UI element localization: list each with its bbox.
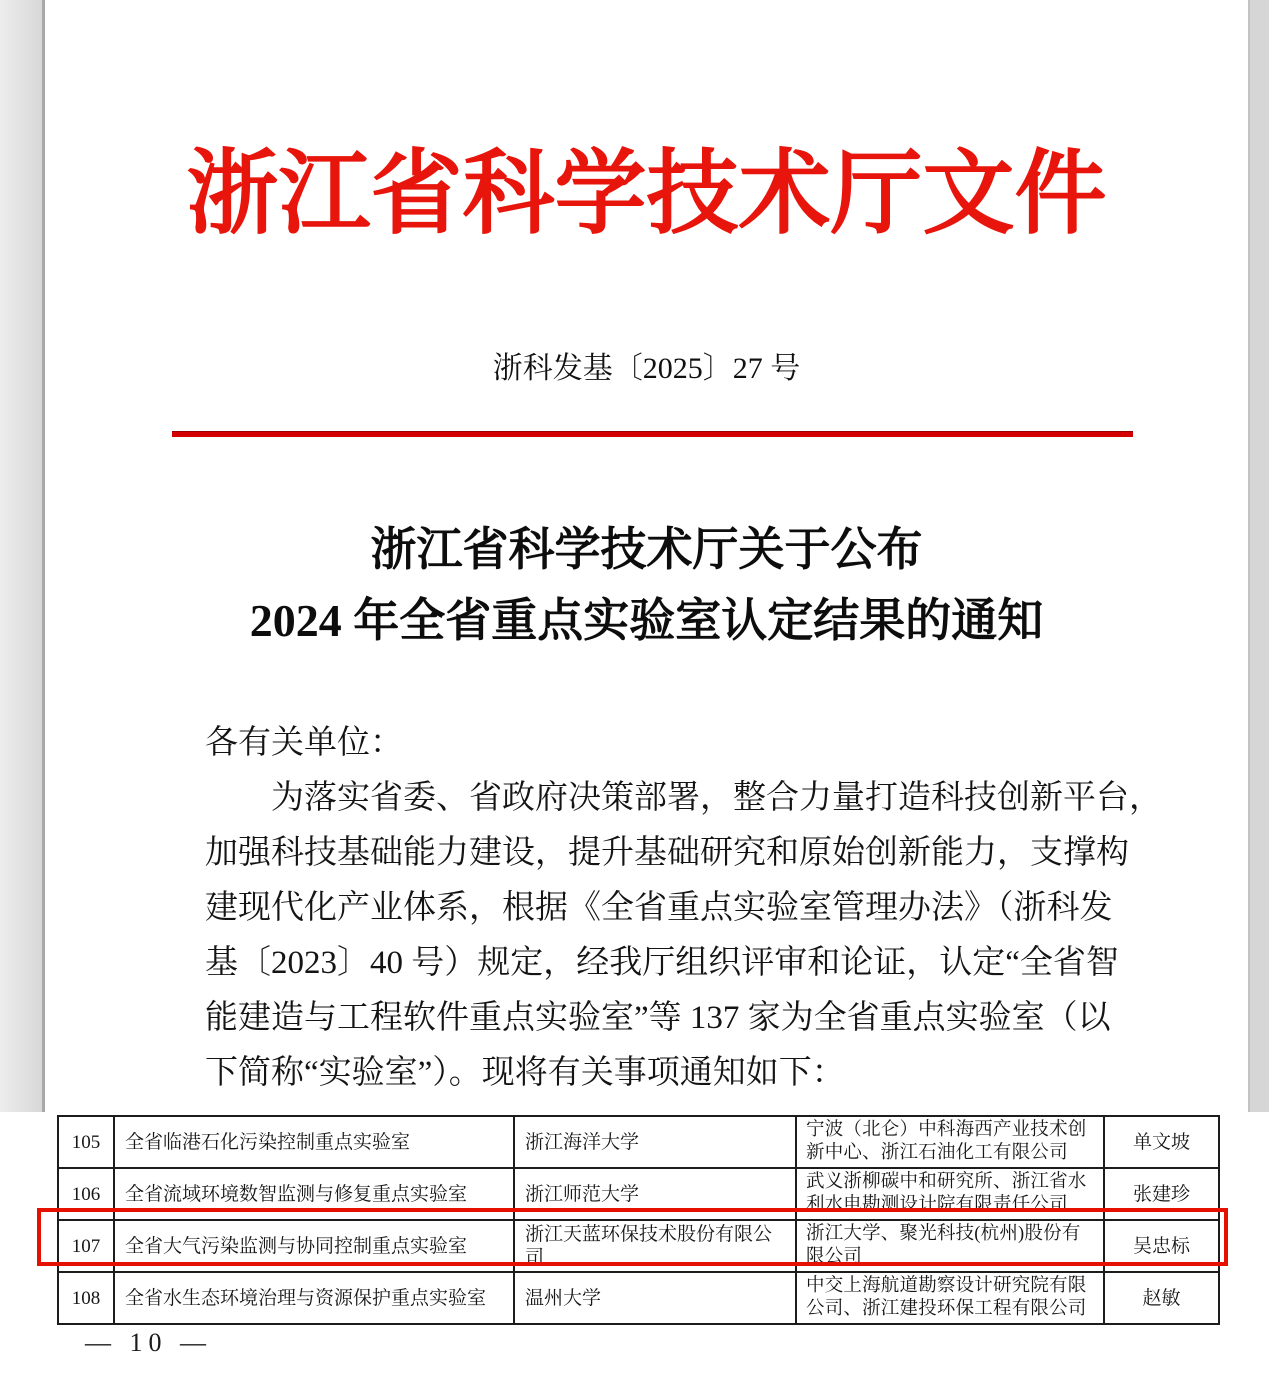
- cell-partners: 武义浙柳碳中和研究所、浙江省水利水电勘测设计院有限责任公司: [796, 1168, 1104, 1220]
- cell-person: 赵敏: [1104, 1272, 1219, 1324]
- cell-university: 浙江天蓝环保技术股份有限公司: [514, 1220, 796, 1272]
- red-divider-line: [172, 431, 1133, 437]
- cell-partners: 宁波（北仑）中科海西产业技术创新中心、浙江石油化工有限公司: [796, 1116, 1104, 1168]
- table-row-107: [58, 1220, 1219, 1272]
- cell-lab-name: 全省临港石化污染控制重点实验室: [114, 1116, 514, 1168]
- body-line: 加强科技基础能力建设，提升基础研究和原始创新能力，支撑构: [205, 835, 1129, 871]
- body-line: 基〔2023〕40 号）规定，经我厅组织评审和论证，认定“全省智: [205, 945, 1119, 981]
- cell-partners: 中交上海航道勘察设计研究院有限公司、浙江建投环保工程有限公司: [796, 1272, 1104, 1324]
- cell-partners: 浙江大学、聚光科技(杭州)股份有限公司: [796, 1220, 1104, 1272]
- cell-person: 张建珍: [1104, 1168, 1219, 1220]
- cell-no: 108: [58, 1272, 114, 1324]
- body-line: 建现代化产业体系，根据《全省重点实验室管理办法》（浙科发: [205, 890, 1113, 926]
- cell-lab-name: 全省大气污染监测与协同控制重点实验室: [114, 1220, 514, 1272]
- table-row-108: [58, 1272, 1219, 1324]
- document-number: 浙科发基〔2025〕27 号: [492, 352, 801, 385]
- body-text: [205, 716, 1162, 1101]
- cell-lab-name: 全省流域环境数智监测与修复重点实验室: [114, 1168, 514, 1220]
- cell-no: 106: [58, 1168, 114, 1220]
- document-title: 浙江省科学技术厅文件: [186, 143, 1107, 245]
- page-margin-right: [1248, 0, 1269, 1112]
- cell-university: 温州大学: [514, 1272, 796, 1324]
- cell-no: 105: [58, 1116, 114, 1168]
- body-line: 为落实省委、省政府决策部署，整合力量打造科技创新平台，: [271, 780, 1162, 816]
- cell-university: 浙江海洋大学: [514, 1116, 796, 1168]
- notice-title-line1: 浙江省科学技术厅关于公布: [370, 524, 923, 575]
- salutation: 各有关单位：: [205, 725, 403, 761]
- cell-no: 107: [58, 1220, 114, 1272]
- cell-lab-name: 全省水生态环境治理与资源保护重点实验室: [114, 1272, 514, 1324]
- lab-results-table: [57, 1115, 1220, 1325]
- cell-person: 吴忠标: [1104, 1220, 1219, 1272]
- body-line: 能建造与工程软件重点实验室”等 137 家为全省重点实验室（以: [205, 1000, 1111, 1036]
- table-row-106: [58, 1168, 1219, 1220]
- body-line: 下简称“实验室”）。现将有关事项通知如下：: [205, 1055, 845, 1091]
- table-row-105: [58, 1116, 1219, 1168]
- notice-title-line2: 2024 年全省重点实验室认定结果的通知: [249, 595, 1044, 646]
- cell-university: 浙江师范大学: [514, 1168, 796, 1220]
- cell-person: 单文坡: [1104, 1116, 1219, 1168]
- page-number: — 10 —: [85, 1328, 212, 1357]
- page-margin-left: [0, 0, 45, 1112]
